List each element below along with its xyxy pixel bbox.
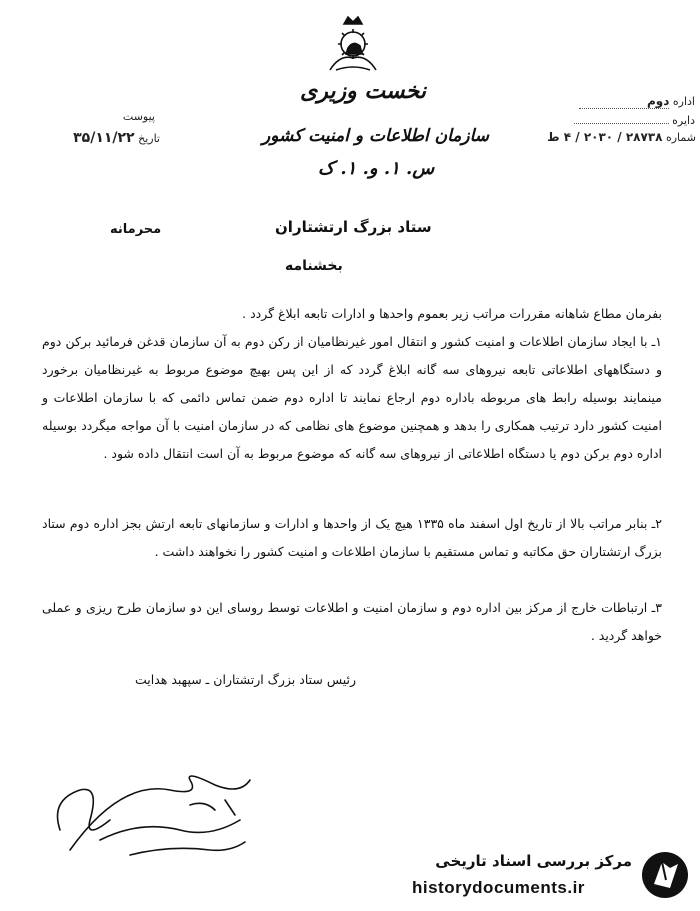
office-label: اداره [672, 95, 695, 108]
date-label: تاریخ [138, 132, 160, 145]
number-field [482, 130, 696, 144]
attachment-label: پیوست [122, 110, 155, 123]
attachment-field [95, 110, 155, 123]
org-header-name: سازمان اطلاعات و امنیت کشور [262, 126, 490, 146]
date-value: ۳۵/۱۱/۲۲ [73, 130, 135, 146]
org-header-code: س. ۱. و. ۱. ک [318, 158, 435, 179]
handwritten-signature [40, 760, 280, 870]
recipient: ستاد بزرگ ارتشتاران [275, 218, 432, 236]
department-label: دایره [672, 114, 695, 127]
emblem-icon [322, 14, 384, 78]
intro-paragraph: بفرمان مطاع شاهانه مقررات مراتب زیر بعموم واحدها و ادارات تابعه ابلاغ گردد . [242, 306, 662, 321]
watermark-logo-icon [640, 850, 690, 900]
watermark-title: مرکز بررسی اسناد تاریخی [435, 852, 632, 870]
paragraph-1: ۱ـ با ایجاد سازمان اطلاعات و امنیت کشور و انتقال امور غیرنظامیان از رکن دوم به آن سازمان قدغن فرمائید برکن دوم و دستگاههای اطلاعاتی تابعه نیروهای سه گانه ابلاغ گردد که از این پس بهیچ موضوع مربوط به غیرنظامیان برخورد مینمایند بوسیله رابط های مربوطه باداره دوم ارجاع نمایند تا اداره دوم ضمن تماس دائمی که با سازمان اطلاعات و امنیت کشور دارد ترتیب همکاری را بدهد و همچنین موضوع های نظامی که در سازمان امنیت با آن مواجه میگردد بوسیله اداره دوم برکن دوم یا دستگاه اطلاعاتی از نیروهای سه گانه که موضوع مربوط به آن است انتقال داده شود . [42, 334, 662, 461]
department-field [555, 114, 695, 127]
date-field [10, 130, 160, 146]
number-label: شماره [665, 131, 696, 144]
document-type: بخشنامه [285, 258, 343, 274]
org-header-title: نخست وزیری [300, 78, 426, 104]
number-value: ۲۸۷۳۸ / ۲۰۳۰ / ۴ ط [547, 130, 663, 144]
paragraph-3: ۳ـ ارتباطات خارج از مرکز بین اداره دوم و سازمان امنیت و اطلاعات توسط روسای این دو سازمان طرح ریزی و عملی خواهد گردید . [42, 600, 662, 643]
paragraph-2: ۲ـ بنابر مراتب بالا از تاریخ اول اسفند ماه ۱۳۳۵ هیچ یک از واحدها و ادارات و سازمانهای تابعه ارتش بجز اداره دوم ستاد بزرگ ارتشتاران حق مکاتبه و تماس مستقیم با سازمان اطلاعات و امنیت کشور را نخواهند داشت . [42, 516, 662, 559]
watermark [412, 846, 694, 904]
watermark-url: historydocuments.ir [412, 878, 585, 897]
office-value: دوم [579, 94, 669, 109]
signatory-line: رئیس ستاد بزرگ ارتشتاران ـ سپهبد هدایت [135, 672, 357, 687]
office-field [555, 94, 695, 109]
classification: محرمانه [110, 222, 162, 237]
